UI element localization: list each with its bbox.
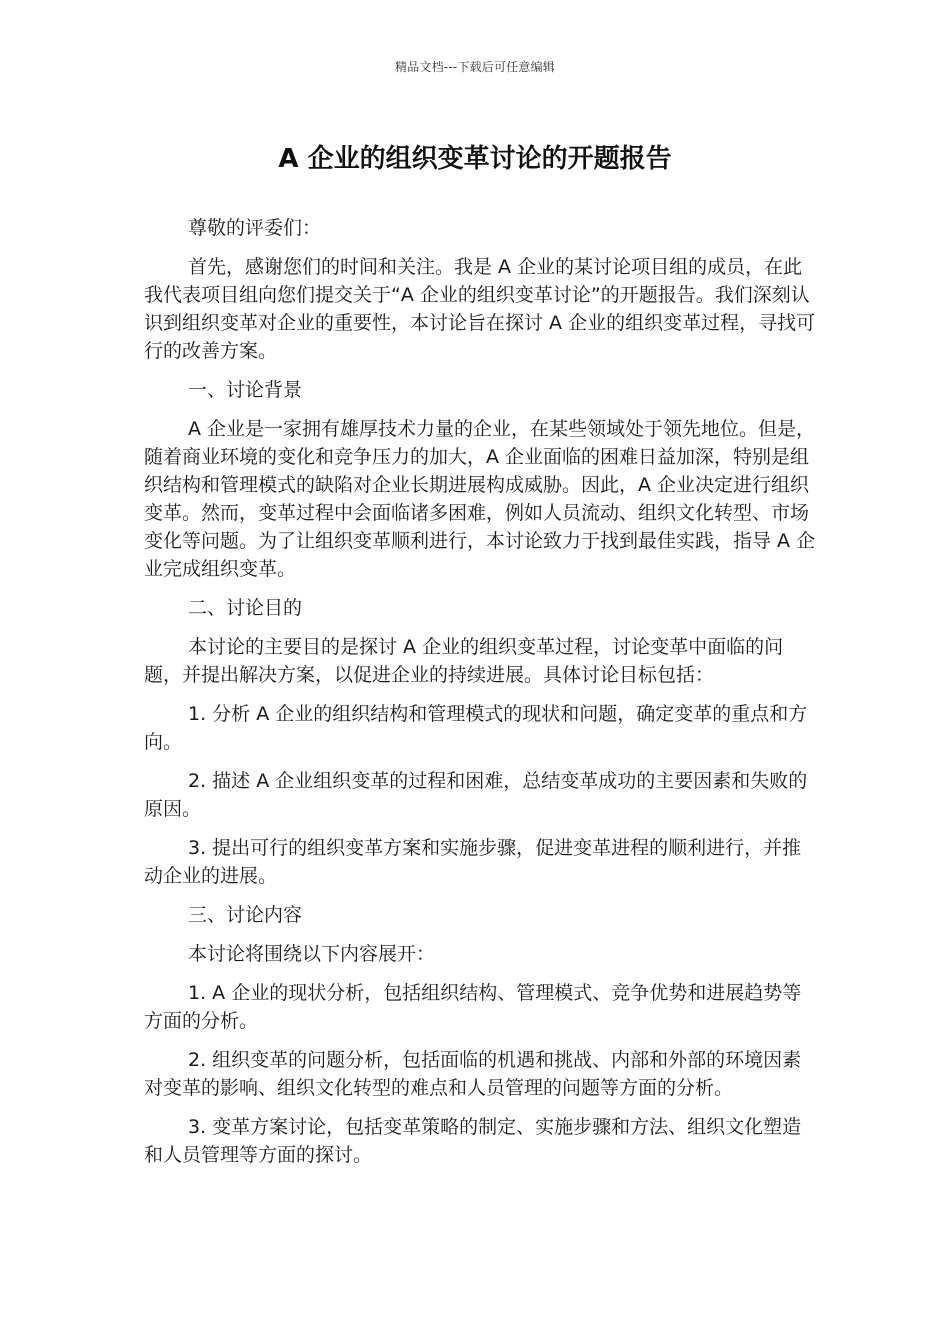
- content-intro-paragraph: 本讨论将围绕以下内容展开：: [188, 943, 436, 965]
- intro-paragraph: 首先，感谢您们的时间和关注。我是 A 企业的某讨论项目组的成员，在此我代表项目组向您们提交关于“A 企业的组织变革讨论”的开题报告。我们深刻认识到组织变革对企业的重要性，本讨论旨在探讨 A 企业的组织变革过程，寻找可行的改善方案。: [144, 256, 816, 362]
- purpose-item-3: 3. 提出可行的组织变革方案和实施步骤，促进变革进程的顺利进行，并推动企业的进展。: [144, 837, 802, 887]
- section-heading-content: 三、讨论内容: [188, 904, 303, 926]
- content-item-2: 2. 组织变革的问题分析，包括面临的机遇和挑战、内部和外部的环境因素对变革的影响、组织文化转型的难点和人员管理的问题等方面的分析。: [144, 1049, 802, 1099]
- content-item-3: 3. 变革方案讨论，包括变革策略的制定、实施步骤和方法、组织文化塑造和人员管理等方面的探讨。: [144, 1116, 802, 1166]
- page-header: 精品文档---下载后可任意编辑: [395, 60, 555, 74]
- document-body: [144, 214, 816, 1180]
- salutation: 尊敬的评委们：: [188, 217, 322, 239]
- section-heading-purpose: 二、讨论目的: [188, 597, 303, 619]
- purpose-item-2: 2. 描述 A 企业组织变革的过程和困难，总结变革成功的主要因素和失败的原因。: [144, 770, 808, 820]
- content-item-1: 1. A 企业的现状分析，包括组织结构、管理模式、竞争优势和进展趋势等方面的分析。: [144, 982, 802, 1032]
- section-heading-background: 一、讨论背景: [188, 379, 303, 401]
- document-title: A 企业的组织变革讨论的开题报告: [278, 144, 672, 174]
- background-paragraph: A 企业是一家拥有雄厚技术力量的企业，在某些领域处于领先地位。但是，随着商业环境的变化和竞争压力的加大，A 企业面临的困难日益加深，特别是组织结构和管理模式的缺陷对企业长期进展构成威胁。因此，A 企业决定进行组织变革。然而，变革过程中会面临诸多困难，例如人员流动、组织文化转型、市场变化等问题。为了让组织变革顺利进行，本讨论致力于找到最佳实践，指导 A 企业完成组织变革。: [144, 418, 816, 580]
- purpose-paragraph: 本讨论的主要目的是探讨 A 企业的组织变革过程，讨论变革中面临的问题，并提出解决方案，以促进企业的持续进展。具体讨论目标包括：: [144, 636, 784, 686]
- purpose-item-1: 1. 分析 A 企业的组织结构和管理模式的现状和问题，确定变革的重点和方向。: [144, 703, 808, 753]
